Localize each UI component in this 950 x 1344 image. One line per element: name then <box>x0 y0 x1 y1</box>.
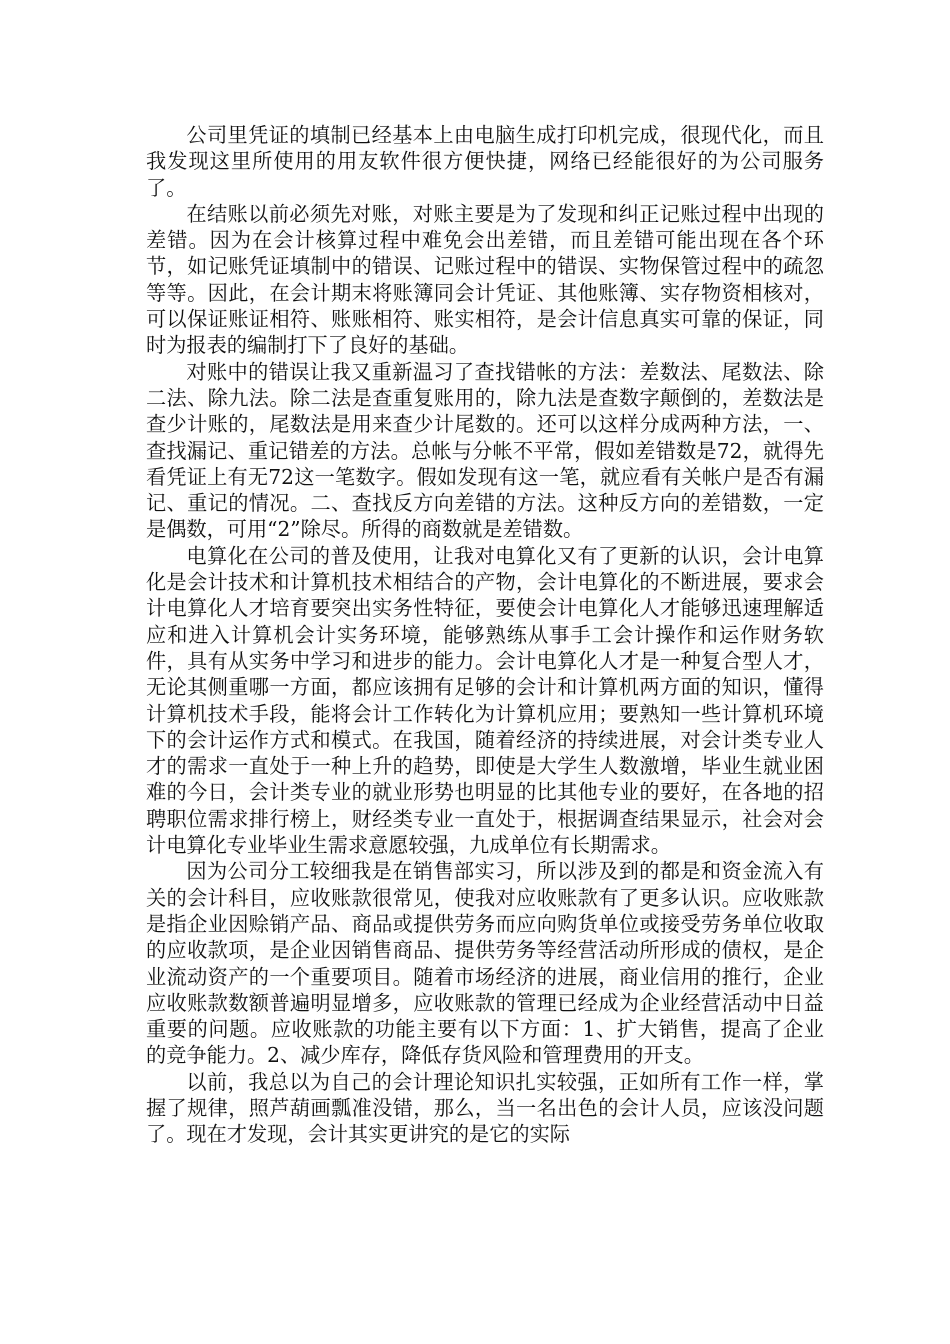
paragraph-accounts-receivable: 因为公司分工较细我是在销售部实习，所以涉及到的都是和资金流入有关的会计科目，应收账款很常见，使我对应收账款有了更多认识。应收账款是指企业因赊销产品、商品或提供劳务而应向购货单位或接受劳务单位收取的应收款项，是企业因销售商品、提供劳务等经营活动所形成的债权，是企业流动资产的一个重要项目。随着市场经济的进展，商业信用的推行，企业应收账款数额普遍明显增多，应收账款的管理已经成为企业经营活动中日益重要的问题。应收账款的功能主要有以下方面：1、扩大销售，提高了企业的竞争能力。2、减少库存，降低存货风险和管理费用的开支。 <box>146 859 824 1068</box>
paragraph-account-reconciliation: 在结账以前必须先对账，对账主要是为了发现和纠正记账过程中出现的差错。因为在会计核算过程中难免会出差错，而且差错可能出现在各个环节，如记账凭证填制中的错误、记账过程中的错误、实物保管过程中的疏忽等等。因此，在会计期末将账簿同会计凭证、其他账簿、实存物资相核对，可以保证账证相符、账账相符、账实相符，是会计信息真实可靠的保证，同时为报表的编制打下了良好的基础。 <box>146 201 824 358</box>
paragraph-reflection: 以前，我总以为自己的会计理论知识扎实较强，正如所有工作一样，掌握了规律，照芦葫画瓢准没错，那么，当一名出色的会计人员，应该没问题了。现在才发现，会计其实更讲究的是它的实际 <box>146 1069 824 1147</box>
paragraph-accounting-computerization: 电算化在公司的普及使用，让我对电算化又有了更新的认识，会计电算化是会计技术和计算机技术相结合的产物，会计电算化的不断进展，要求会计电算化人才培育要突出实务性特征，要使会计电算化人才能够迅速理解适应和进入计算机会计实务环境，能够熟练从事手工会计操作和运作财务软件，具有从实务中学习和进步的能力。会计电算化人才是一种复合型人才，无论其侧重哪一方面，都应该拥有足够的会计和计算机两方面的知识，懂得计算机技术手段，能将会计工作转化为计算机应用；要熟知一些计算机环境下的会计运作方式和模式。在我国，随着经济的持续进展，对会计类专业人才的需求一直处于一种上升的趋势，即使是大学生人数激增，毕业生就业困难的今日，会计类专业的就业形势也明显的比其他专业的要好，在各地的招聘职位需求排行榜上，财经类专业一直处于，根据调查结果显示，社会对会计电算化专业毕业生需求意愿较强，九成单位有长期需求。 <box>146 543 824 858</box>
paragraph-error-finding-methods: 对账中的错误让我又重新温习了查找错帐的方法：差数法、尾数法、除二法、除九法。除二法是查重复账用的，除九法是查数字颠倒的，差数法是查少计账的，尾数法是用来查少计尾数的。还可以这样分成两种方法，一、查找漏记、重记错差的方法。总帐与分帐不平常，假如差错数是72，就得先看凭证上有无72这一笔数字。假如发现有这一笔，就应看有关帐户是否有漏记、重记的情况。二、查找反方向差错的方法。这种反方向的差错数，一定是偶数，可用“2”除尽。所得的商数就是差错数。 <box>146 359 824 542</box>
paragraph-voucher-software: 公司里凭证的填制已经基本上由电脑生成打印机完成，很现代化，而且我发现这里所使用的用友软件很方便快捷，网络已经能很好的为公司服务了。 <box>146 123 824 200</box>
document-body <box>146 122 824 1148</box>
